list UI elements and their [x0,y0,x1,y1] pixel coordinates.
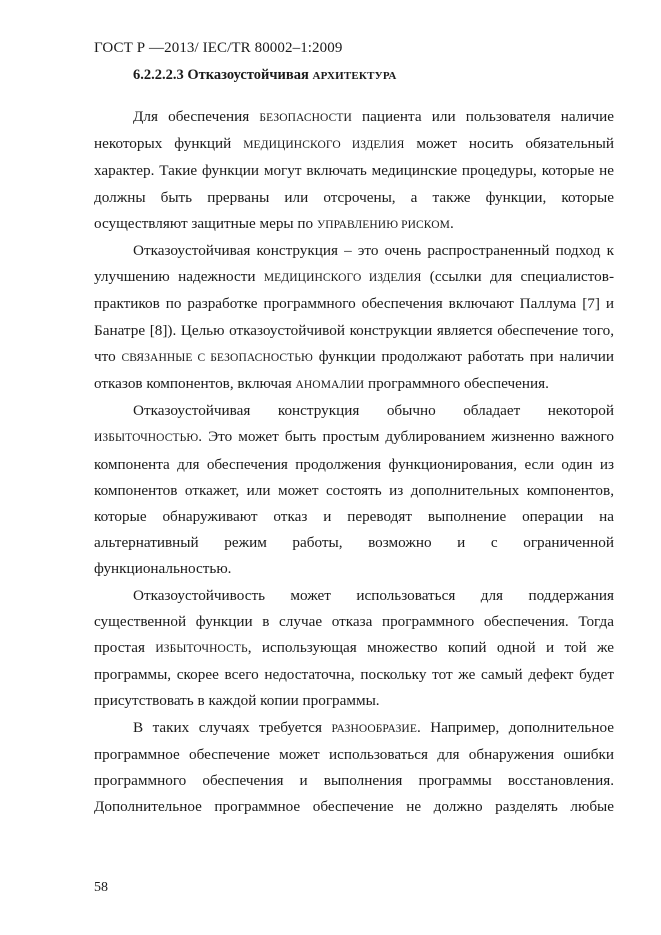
paragraph-text: В таких случаях требуется [133,718,332,736]
paragraph-3 [94,398,614,582]
defined-term: РАЗНООБРАЗИЕ [331,722,417,735]
paragraph-text: функции продолжают работать при наличии отказов компонентов, включая [94,347,614,393]
defined-term: СВЯЗАННЫЕ С БЕЗОПАСНОСТЬЮ [121,351,313,364]
defined-term: МЕДИЦИНСКОГО ИЗДЕЛИЯ [243,139,405,152]
paragraph-1 [94,104,614,238]
paragraph-4 [94,583,614,715]
defined-term: МЕДИЦИНСКОГО ИЗДЕЛИЯ [263,272,422,285]
paragraph-text: . [449,214,454,232]
paragraph-text: Отказоустойчивая конструкция – это очень распространенный подход к улучшению надежности [94,242,614,286]
defined-term: БЕЗОПАСНОСТИ [259,112,352,124]
page-number: 58 [94,880,108,895]
paragraph-text: . Например, дополнительное программное обеспечение может использоваться для обнаружения ошибки программного обеспечения и выполнения программы восстановления. Дополнительное программное обеспечение не должно разделять любые [94,718,614,816]
body-text [94,104,614,820]
paragraph-text: , использующая множество копий одной и той же программы, скорее всего недостаточна, поскольку тот же самый дефект будет присутствовать в каждой копии программы. [94,639,615,710]
defined-term: ИЗБЫТОЧНОСТЬ [155,643,248,656]
paragraph-text: Для обеспечения [133,108,260,125]
section-heading [133,67,397,84]
section-title-caps: АРХИТЕКТУРА [312,70,397,82]
defined-term: УПРАВЛЕНИЮ РИСКОМ [316,218,450,231]
paragraph-text: . Это может быть простым дублированием жизненно важного компонента для обеспечения продолжения функционирования, если один из компонентов откажет, или может состоять из дополнительных компонентов, которые обнаруживают отказ и переводят выполнение операции на альтернативный режим работы, возможно и с ограниченной функциональностью. [94,428,614,578]
section-number: 6.2.2.2.3 [133,67,184,83]
paragraph-text: Отказоустойчивость может использоваться для поддержания существенной функции в случае отказа программного обеспечения. Тогда простая [94,586,614,657]
paragraph-text: пациента или пользователя наличие некоторых функций [94,108,614,153]
paragraph-text: Отказоустойчивая конструкция обычно обладает некоторой [133,402,614,420]
defined-term: АНОМАЛИИ [295,379,365,392]
paragraph-text: может носить обязательный характер. Такие функции могут включать медицинские процедуры, которые не должны быть прерваны или отсрочены, а также функции, которые осуществляют защитные меры по [94,135,614,232]
running-header: ГОСТ Р —2013/ IEC/TR 80002–1:2009 [94,40,343,56]
paragraph-5 [94,715,614,821]
paragraph-2 [94,238,614,398]
paragraph-text: программного обеспечения. [364,375,549,393]
paragraph-text: (ссылки для специалистов-практиков по разработке программного обеспечения включают Паллума [7] и Банатре [8]). Целью отказоустойчивой конструкции является обеспечение того, что [94,268,614,365]
defined-term: ИЗБЫТОЧНОСТЬЮ [94,432,199,445]
section-title-main: Отказоустойчивая [187,67,309,83]
